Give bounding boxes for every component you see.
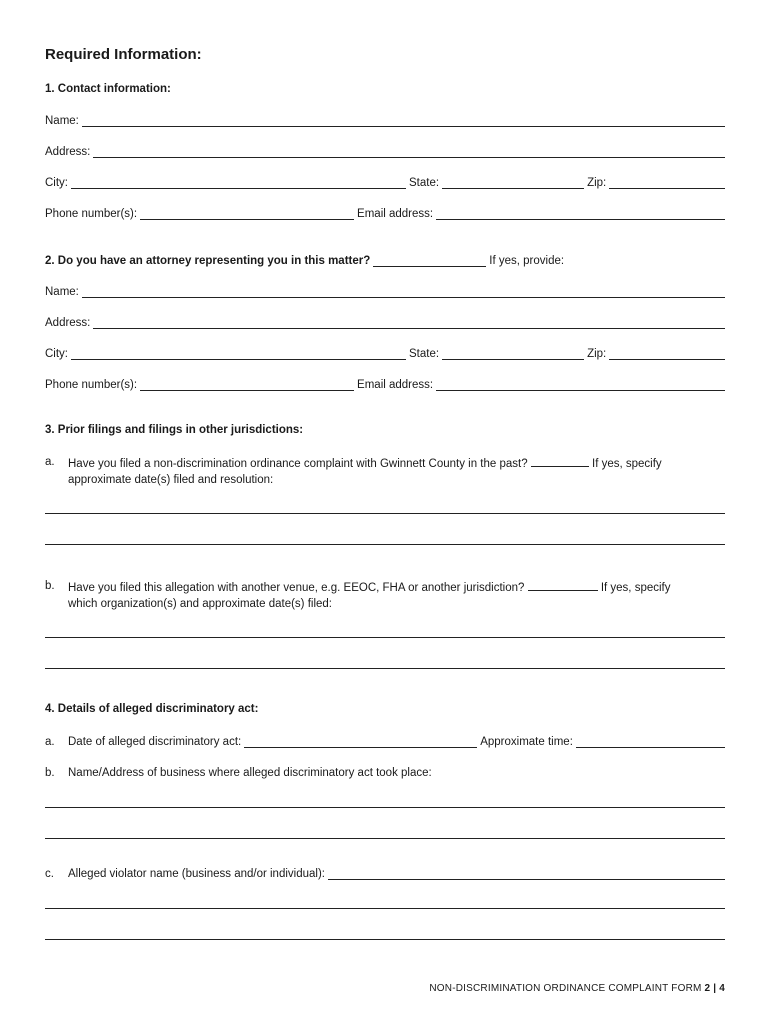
attorney-phone-row [45, 375, 725, 391]
item-a-marker: a. [45, 456, 55, 468]
contact-address-row [45, 142, 725, 158]
prior-filing-a-answer-field[interactable] [531, 454, 589, 467]
act-date-field[interactable] [244, 735, 477, 748]
business-address-row [45, 763, 725, 779]
attorney-city-row [45, 344, 725, 360]
contact-city-label: City: [45, 177, 68, 189]
section-1-title: 1. Contact information: [45, 83, 171, 95]
business-address-line-1[interactable] [45, 807, 725, 808]
attorney-address-label: Address: [45, 317, 91, 329]
prior-filing-a-detail-line-1[interactable] [45, 513, 725, 514]
contact-state-field[interactable] [442, 176, 584, 189]
prior-filing-b-detail-line-1[interactable] [45, 637, 725, 638]
attorney-name-label: Name: [45, 286, 79, 298]
attorney-question-row [45, 251, 725, 267]
prior-filing-b-subtext: which organization(s) and approximate date(s) filed: [68, 598, 332, 610]
violator-name-field[interactable] [328, 867, 725, 880]
violator-name-row [45, 864, 725, 880]
contact-name-label: Name: [45, 115, 79, 127]
prior-filing-b-followup: If yes, specify [600, 582, 671, 594]
attorney-name-row [45, 282, 725, 298]
contact-name-field[interactable] [82, 114, 725, 127]
page-heading: Required Information: [45, 46, 202, 63]
contact-email-label: Email address: [357, 208, 434, 220]
section-4-title: 4. Details of alleged discriminatory act: [45, 703, 259, 715]
attorney-name-field[interactable] [82, 285, 725, 298]
contact-city-field[interactable] [71, 176, 406, 189]
attorney-address-row [45, 313, 725, 329]
contact-zip-label: Zip: [587, 177, 607, 189]
footer-form-name: NON-DISCRIMINATION ORDINANCE COMPLAINT FORM [429, 983, 702, 994]
act-date-row [45, 732, 725, 748]
item-b-marker: b. [45, 767, 55, 779]
item-b-marker: b. [45, 580, 55, 592]
attorney-followup-label: If yes, provide: [489, 255, 565, 267]
attorney-email-label: Email address: [357, 379, 434, 391]
violator-name-label: Alleged violator name (business and/or individual): [68, 868, 325, 880]
item-c-marker: c. [45, 868, 54, 880]
prior-filing-a-question: Have you filed a non-discrimination ordinance complaint with Gwinnett County in the past? [68, 458, 528, 470]
item-a-marker: a. [45, 736, 55, 748]
prior-filing-b-question: Have you filed this allegation with another venue, e.g. EEOC, FHA or another jurisdiction? [68, 582, 525, 594]
contact-phone-label: Phone number(s): [45, 208, 138, 220]
footer-page-number: 2 | 4 [704, 983, 725, 994]
section-3-title: 3. Prior filings and filings in other jurisdictions: [45, 424, 304, 436]
prior-filing-b-detail-line-2[interactable] [45, 668, 725, 669]
attorney-zip-label: Zip: [587, 348, 607, 360]
violator-detail-line-2[interactable] [45, 939, 725, 940]
act-date-label: Date of alleged discriminatory act: [68, 736, 242, 748]
attorney-state-field[interactable] [442, 347, 584, 360]
attorney-phone-field[interactable] [140, 378, 354, 391]
prior-filing-a [45, 454, 725, 488]
contact-email-field[interactable] [436, 207, 725, 220]
contact-state-label: State: [409, 177, 440, 189]
attorney-phone-label: Phone number(s): [45, 379, 138, 391]
attorney-city-field[interactable] [71, 347, 406, 360]
prior-filing-b-answer-field[interactable] [528, 578, 598, 591]
contact-phone-row [45, 204, 725, 220]
business-address-label: Name/Address of business where alleged discriminatory act took place: [68, 767, 432, 779]
attorney-answer-field[interactable] [373, 254, 486, 267]
contact-name-row [45, 111, 725, 127]
page-footer [429, 983, 725, 994]
act-time-label: Approximate time: [480, 736, 573, 748]
contact-address-field[interactable] [93, 145, 725, 158]
attorney-email-field[interactable] [436, 378, 725, 391]
attorney-zip-field[interactable] [609, 347, 725, 360]
attorney-address-field[interactable] [93, 316, 725, 329]
contact-zip-field[interactable] [609, 176, 725, 189]
prior-filing-a-followup: If yes, specify [592, 458, 662, 470]
act-time-field[interactable] [576, 735, 725, 748]
contact-address-label: Address: [45, 146, 91, 158]
contact-city-row [45, 173, 725, 189]
attorney-city-label: City: [45, 348, 68, 360]
attorney-question-label: 2. Do you have an attorney representing you in this matter? [45, 255, 371, 267]
business-address-line-2[interactable] [45, 838, 725, 839]
attorney-state-label: State: [409, 348, 440, 360]
violator-detail-line-1[interactable] [45, 908, 725, 909]
prior-filing-b [45, 578, 725, 612]
prior-filing-a-detail-line-2[interactable] [45, 544, 725, 545]
prior-filing-a-subtext: approximate date(s) filed and resolution: [68, 474, 274, 486]
contact-phone-field[interactable] [140, 207, 354, 220]
